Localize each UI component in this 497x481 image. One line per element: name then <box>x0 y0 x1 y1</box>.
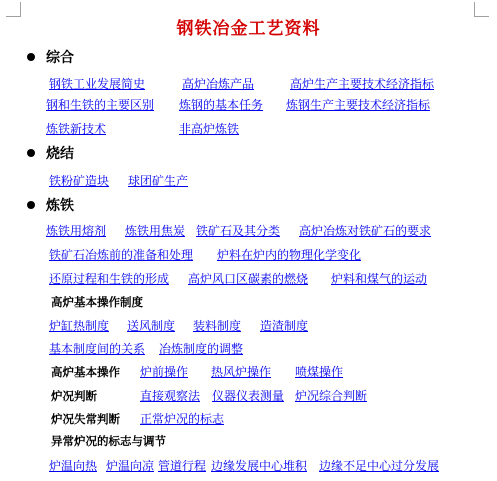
section-heading-general <box>27 48 74 68</box>
subheading-basic-operation: 高炉基本操作 <box>51 365 120 379</box>
link-pellet-production[interactable]: 球团矿生产 <box>128 174 189 188</box>
link-temp-hot[interactable]: 炉温向热 <box>49 459 98 473</box>
link-hearth-thermal-system[interactable]: 炉缸热制度 <box>49 319 110 333</box>
link-ironmaking-new-tech[interactable]: 炼铁新技术 <box>46 122 107 136</box>
link-taphole-operation[interactable]: 炉前操作 <box>140 365 189 379</box>
section-heading-label: 综合 <box>46 50 74 66</box>
subheading-furnace-judgment: 炉况判断 <box>51 389 97 403</box>
link-tuyere-combustion[interactable]: 高炉风口区碳素的燃烧 <box>188 272 309 286</box>
link-reduction-process[interactable]: 还原过程和生铁的形成 <box>49 272 170 286</box>
link-instrument-measurement[interactable]: 仪器仪表测量 <box>212 389 285 403</box>
link-edge-insufficient[interactable]: 边缘不足中心过分发展 <box>319 459 440 473</box>
link-steelmaking-indicators[interactable]: 炼钢生产主要技术经济指标 <box>286 98 431 112</box>
section-heading-ironmaking <box>27 196 74 216</box>
link-steel-history[interactable]: 钢铁工业发展简史 <box>49 77 146 91</box>
link-coke[interactable]: 炼铁用焦炭 <box>125 224 186 238</box>
section-heading-label: 烧结 <box>46 146 74 162</box>
page-title: 钢铁冶金工艺资料 <box>176 19 321 39</box>
link-steelmaking-tasks[interactable]: 炼钢的基本任务 <box>179 98 264 112</box>
section-heading-label: 炼铁 <box>46 198 74 214</box>
link-blast-system[interactable]: 送风制度 <box>127 319 176 333</box>
link-hot-stove-operation[interactable]: 热风炉操作 <box>211 365 272 379</box>
link-charge-changes[interactable]: 炉料在炉内的物理化学变化 <box>217 248 362 262</box>
link-bf-indicators[interactable]: 高炉生产主要技术经济指标 <box>290 77 435 91</box>
link-bf-products[interactable]: 高炉冶炼产品 <box>182 77 255 91</box>
link-non-bf-ironmaking[interactable]: 非高炉炼铁 <box>179 122 240 136</box>
subheading-abnormal-judgment: 炉况失常判断 <box>51 412 120 426</box>
link-smelting-adjustment[interactable]: 冶炼制度的调整 <box>159 342 244 356</box>
bullet-icon <box>27 149 35 157</box>
link-ore-requirements[interactable]: 高炉冶炼对铁矿石的要求 <box>299 224 432 238</box>
link-coal-injection[interactable]: 喷煤操作 <box>295 365 344 379</box>
bullet-icon <box>27 201 35 209</box>
link-charge-gas-movement[interactable]: 炉料和煤气的运动 <box>331 272 428 286</box>
link-system-relations[interactable]: 基本制度间的关系 <box>49 342 146 356</box>
link-fine-ore-agglomeration[interactable]: 铁粉矿造块 <box>49 174 110 188</box>
link-iron-ore-classification[interactable]: 铁矿石及其分类 <box>196 224 281 238</box>
subheading-abnormal-signs-adjustment: 异常炉况的标志与调节 <box>51 434 166 448</box>
link-normal-signs[interactable]: 正常炉况的标志 <box>140 412 225 426</box>
subheading-basic-operation-system: 高炉基本操作制度 <box>51 295 143 309</box>
link-ore-preparation[interactable]: 铁矿石冶炼前的准备和处理 <box>49 248 194 262</box>
link-charging-system[interactable]: 装料制度 <box>193 319 242 333</box>
link-flux[interactable]: 炼铁用熔剂 <box>46 224 107 238</box>
section-heading-sintering <box>27 144 74 164</box>
link-edge-development[interactable]: 边缘发展中心堆积 <box>211 459 308 473</box>
link-comprehensive-judgment[interactable]: 炉况综合判断 <box>295 389 368 403</box>
link-steel-iron-difference[interactable]: 钢和生铁的主要区别 <box>46 98 155 112</box>
link-temp-cold[interactable]: 炉温向凉 <box>106 459 155 473</box>
link-channeling[interactable]: 管道行程 <box>158 459 207 473</box>
link-direct-observation[interactable]: 直接观察法 <box>140 389 201 403</box>
link-slag-system[interactable]: 造渣制度 <box>260 319 309 333</box>
bullet-icon <box>27 53 35 61</box>
